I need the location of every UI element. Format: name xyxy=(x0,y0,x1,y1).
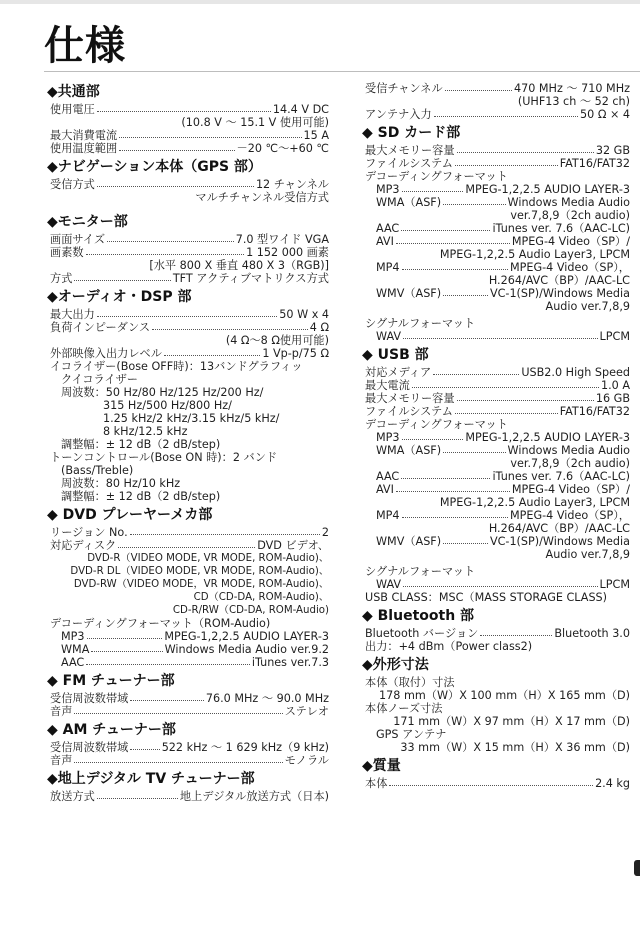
spec-row-fm-sound: 音声 ステレオ xyxy=(50,705,329,718)
leader-dots xyxy=(74,754,282,763)
leader-dots xyxy=(443,444,505,453)
leader-dots xyxy=(434,108,578,117)
spec-row-display-method: 方式 TFT アクティブマトリクス方式 xyxy=(50,272,329,285)
leader-dots xyxy=(97,103,271,112)
leader-dots xyxy=(91,643,162,652)
leader-dots xyxy=(87,630,163,639)
spec-text-eq-adjust: 調整幅：± 12 dB（2 dB/step) xyxy=(61,438,221,451)
spec-row-sd-wma: WMA（ASF) Windows Media Audio xyxy=(376,196,630,209)
spec-row-receive-method: 受信方式 12 チャンネル xyxy=(50,178,329,191)
spec-text-equalizer-cont: クイコライザー xyxy=(61,373,138,386)
section-heading-mass: ◆質量 xyxy=(362,758,401,774)
right-column xyxy=(362,82,630,926)
spec-text-eq-frequency-cont: 8 kHz/12.5 kHz xyxy=(103,425,188,438)
spec-continuation: H.264/AVC（BP）/AAC-LC xyxy=(488,274,630,287)
spec-row-usb-wmv: WMV（ASF) VC-1(SP)/Windows Media xyxy=(376,535,630,548)
top-edge-bar xyxy=(0,0,640,4)
spec-value-body-size: 178 mm（W）X 100 mm（H）X 165 mm（D) xyxy=(379,689,630,702)
section-heading-audio: ◆オーディオ・DSP 部 xyxy=(47,289,192,305)
spec-label-body-size: 本体（取付）寸法 xyxy=(365,676,455,689)
left-column xyxy=(47,82,329,926)
spec-continuation: MPEG-1,2,2.5 Audio Layer3, LPCM xyxy=(439,248,630,261)
leader-dots xyxy=(412,379,599,388)
spec-row-video-level: 外部映像入出力レベル 1 Vp-p/75 Ω xyxy=(50,347,329,360)
spec-label-nose-size: 本体ノーズ寸法 xyxy=(365,702,443,715)
spec-row-region: リージョン No. 2 xyxy=(50,526,329,539)
spec-text-eq-frequency: 周波数：50 Hz/80 Hz/125 Hz/200 Hz/ xyxy=(61,386,264,399)
spec-value-nose-size: 171 mm（W）X 97 mm（H）X 17 mm（D) xyxy=(393,715,630,728)
spec-row-pixels: 画素数 1 152 000 画素 xyxy=(50,246,329,259)
spec-row-mass: 本体 2.4 kg xyxy=(365,777,630,790)
spec-continuation: (UHF13 ch ～ 52 ch) xyxy=(517,95,630,108)
spec-label-gps-antenna: GPS アンテナ xyxy=(376,728,447,741)
spec-row-usb-mp4: MP4 MPEG-4 Video（SP）， xyxy=(376,509,630,522)
spec-continuation: DVD-R DL（VIDEO MODE, VR MODE, ROM-Audio)、 xyxy=(70,566,329,577)
section-heading-am: ◆ AM チューナー部 xyxy=(47,722,176,738)
spec-row-aac: AAC iTunes ver.7.3 xyxy=(61,656,329,669)
spec-continuation: Audio ver.7,8,9 xyxy=(545,300,630,313)
spec-continuation: CD（CD-DA, ROM-Audio)、 xyxy=(193,592,329,603)
leader-dots xyxy=(130,526,320,535)
spec-row-temperature: 使用温度範囲 －20 ℃～+60 ℃ xyxy=(50,142,329,155)
leader-dots xyxy=(86,656,250,665)
spec-value-gps-antenna: 33 mm（W）X 15 mm（H）X 36 mm（D) xyxy=(400,741,630,754)
leader-dots xyxy=(86,246,245,255)
leader-dots xyxy=(389,777,593,786)
leader-dots xyxy=(445,82,512,91)
leader-dots xyxy=(443,535,488,544)
spec-row-sd-filesystem: ファイルシステム FAT16/FAT32 xyxy=(365,157,630,170)
spec-row-sd-avi: AVI MPEG-4 Video（SP）/ xyxy=(376,235,630,248)
spec-row-usb-current: 最大電流 1.0 A xyxy=(365,379,630,392)
spec-row-fm-band: 受信周波数帯域 76.0 MHz ～ 90.0 MHz xyxy=(50,692,329,705)
spec-continuation: H.264/AVC（BP）/AAC-LC xyxy=(488,522,630,535)
spec-row-sd-wav: WAV LPCM xyxy=(376,330,630,343)
section-heading-common: ◆共通部 xyxy=(47,84,100,100)
leader-dots xyxy=(443,196,505,205)
leader-dots xyxy=(457,144,594,153)
spec-text-eq-frequency-cont: 1.25 kHz/2 kHz/3.15 kHz/5 kHz/ xyxy=(103,412,280,425)
leader-dots xyxy=(97,790,178,799)
title-divider xyxy=(44,71,640,72)
leader-dots xyxy=(130,692,204,701)
spec-row-usb-media: 対応メディア USB2.0 High Speed xyxy=(365,366,630,379)
spec-row-usb-aac: AAC iTunes ver. 7.6（AAC-LC) xyxy=(376,470,630,483)
spec-row-broadcast-method: 放送方式 地上デジタル放送方式（日本) xyxy=(50,790,329,803)
spec-row-bt-version: Bluetooth バージョン Bluetooth 3.0 xyxy=(365,627,630,640)
spec-text-tone-control: トーンコントロール(Bose ON 時)：2 バンド xyxy=(50,451,278,464)
spec-row-usb-avi: AVI MPEG-4 Video（SP）/ xyxy=(376,483,630,496)
spec-row-voltage: 使用電圧 14.4 V DC xyxy=(50,103,329,116)
spec-text-usb-class: USB CLASS：MSC（MASS STORAGE CLASS) xyxy=(365,591,608,604)
leader-dots xyxy=(74,272,170,281)
leader-dots xyxy=(396,483,510,492)
spec-row-sd-mp3: MP3 MPEG-1,2,2.5 AUDIO LAYER-3 xyxy=(376,183,630,196)
spec-subheading-decoding: デコーディングフォーマット xyxy=(365,170,508,183)
leader-dots xyxy=(443,287,488,296)
section-heading-dvd: ◆ DVD プレーヤーメカ部 xyxy=(47,507,213,523)
spec-continuation: [水平 800 X 垂直 480 X 3（RGB)] xyxy=(149,259,329,272)
leader-dots xyxy=(97,178,254,187)
leader-dots xyxy=(455,405,558,414)
leader-dots xyxy=(457,392,594,401)
section-heading-monitor: ◆モニター部 xyxy=(47,214,128,230)
spec-continuation: ver.7,8,9（2ch audio) xyxy=(510,209,630,222)
spec-row-sd-wmv: WMV（ASF) VC-1(SP)/Windows Media xyxy=(376,287,630,300)
leader-dots xyxy=(152,321,308,330)
spec-row-impedance: 負荷インピーダンス 4 Ω xyxy=(50,321,329,334)
spec-subheading-decoding: デコーディングフォーマット xyxy=(365,418,508,431)
spec-text-tone-adjust: 調整幅：± 12 dB（2 dB/step) xyxy=(61,490,221,503)
spec-row-usb-wav: WAV LPCM xyxy=(376,578,630,591)
spec-row-max-output: 最大出力 50 W x 4 xyxy=(50,308,329,321)
leader-dots xyxy=(119,142,234,151)
spec-continuation: ver.7,8,9（2ch audio) xyxy=(510,457,630,470)
leader-dots xyxy=(107,233,234,242)
spec-row-usb-memory: 最大メモリー容量 16 GB xyxy=(365,392,630,405)
spec-row-sd-mp4: MP4 MPEG-4 Video（SP）， xyxy=(376,261,630,274)
leader-dots xyxy=(130,741,159,750)
leader-dots xyxy=(403,578,598,587)
section-heading-navigation: ◆ナビゲーション本体（GPS 部） xyxy=(47,159,262,175)
spec-subheading-decoding: デコーディングフォーマット（ROM-Audio) xyxy=(50,617,271,630)
leader-dots xyxy=(402,261,508,270)
spec-row-mp3: MP3 MPEG-1,2,2.5 AUDIO LAYER-3 xyxy=(61,630,329,643)
section-heading-dimensions: ◆外形寸法 xyxy=(362,657,429,673)
spec-continuation: (10.8 V ～ 15.1 V 使用可能) xyxy=(181,116,329,129)
spec-continuation: Audio ver.7,8,9 xyxy=(545,548,630,561)
spec-row-channels: 受信チャンネル 470 MHz ～ 710 MHz xyxy=(365,82,630,95)
section-heading-fm: ◆ FM チューナー部 xyxy=(47,673,175,689)
leader-dots xyxy=(74,705,282,714)
section-heading-digital-tv: ◆地上デジタル TV チューナー部 xyxy=(47,771,255,787)
spec-row-am-band: 受信周波数帯域 522 kHz ～ 1 629 kHz（9 kHz) xyxy=(50,741,329,754)
leader-dots xyxy=(396,235,510,244)
spec-continuation: MPEG-1,2,2.5 Audio Layer3, LPCM xyxy=(439,496,630,509)
page-title: 仕様 xyxy=(44,23,126,69)
leader-dots xyxy=(402,431,464,440)
leader-dots xyxy=(119,129,301,138)
section-heading-bluetooth: ◆ Bluetooth 部 xyxy=(362,608,475,624)
spec-text-tone-control-cont: (Bass/Treble) xyxy=(61,464,134,477)
leader-dots xyxy=(480,627,552,636)
spec-row-current: 最大消費電流 15 A xyxy=(50,129,329,142)
spec-continuation: CD-R/RW（CD-DA, ROM-Audio) xyxy=(172,605,329,616)
spec-row-am-sound: 音声 モノラル xyxy=(50,754,329,767)
spec-text-bt-output: 出力：+4 dBm（Power class2) xyxy=(365,640,533,653)
spec-subheading-signal: シグナルフォーマット xyxy=(365,317,476,330)
section-heading-usb: ◆ USB 部 xyxy=(362,347,429,363)
page-edge-mark xyxy=(634,860,640,876)
leader-dots xyxy=(401,222,490,231)
spec-row-usb-filesystem: ファイルシステム FAT16/FAT32 xyxy=(365,405,630,418)
spec-row-sd-memory: 最大メモリー容量 32 GB xyxy=(365,144,630,157)
spec-row-discs: 対応ディスク DVD ビデオ、 xyxy=(50,539,329,552)
leader-dots xyxy=(118,539,255,548)
spec-row-wma: WMA Windows Media Audio ver.9.2 xyxy=(61,643,329,656)
leader-dots xyxy=(402,509,508,518)
spec-row-usb-mp3: MP3 MPEG-1,2,2.5 AUDIO LAYER-3 xyxy=(376,431,630,444)
spec-continuation: DVD-RW（VIDEO MODE，VR MODE, ROM-Audio)、 xyxy=(73,579,329,590)
spec-text-eq-frequency-cont: 315 Hz/500 Hz/800 Hz/ xyxy=(103,399,232,412)
leader-dots xyxy=(164,347,260,356)
leader-dots xyxy=(455,157,558,166)
leader-dots xyxy=(401,470,490,479)
spec-continuation: DVD-R（VIDEO MODE, VR MODE, ROM-Audio)、 xyxy=(87,553,329,564)
spec-row-usb-wma: WMA（ASF) Windows Media Audio xyxy=(376,444,630,457)
section-heading-sd: ◆ SD カード部 xyxy=(362,125,461,141)
spec-continuation: (4 Ω～8 Ω使用可能) xyxy=(225,334,329,347)
leader-dots xyxy=(402,183,464,192)
spec-continuation: マルチチャンネル受信方式 xyxy=(195,191,329,204)
spec-row-sd-aac: AAC iTunes ver. 7.6（AAC-LC) xyxy=(376,222,630,235)
leader-dots xyxy=(403,330,598,339)
spec-text-tone-frequency: 周波数：80 Hz/10 kHz xyxy=(61,477,181,490)
spec-row-antenna: アンテナ入力 50 Ω × 4 xyxy=(365,108,630,121)
leader-dots xyxy=(97,308,278,317)
spec-subheading-signal: シグナルフォーマット xyxy=(365,565,476,578)
leader-dots xyxy=(433,366,519,375)
spec-row-screen-size: 画面サイズ 7.0 型ワイド VGA xyxy=(50,233,329,246)
spec-text-equalizer: イコライザー(Bose OFF時)：13バンドグラフィッ xyxy=(50,360,303,373)
